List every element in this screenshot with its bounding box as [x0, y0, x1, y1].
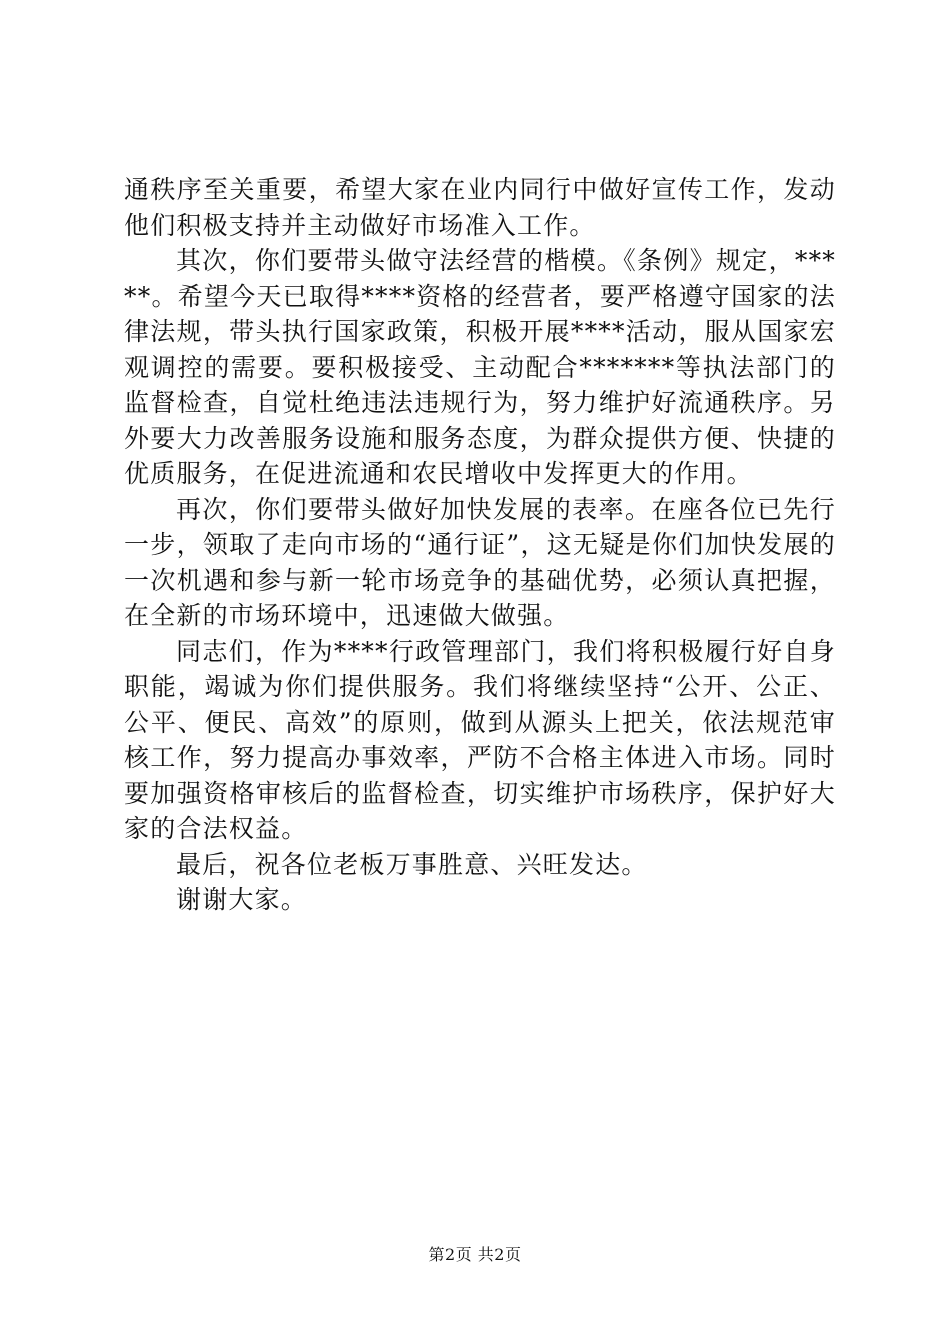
paragraph-thanks: 谢谢大家。 — [176, 885, 308, 914]
paragraph-finally: 最后，祝各位老板万事胜意、兴旺发达。 — [176, 849, 648, 879]
document-body — [124, 172, 836, 918]
paragraph-continuation: 通秩序至关重要，希望大家在业内同行中做好宣传工作，发动他们积极支持并主动做好市场准入工作。 — [124, 175, 836, 240]
paragraph-thirdly: 再次，你们要带头做好加快发展的表率。在座各位已先行一步，领取了走向市场的“通行证”，这无疑是你们加快发展的一次机遇和参与新一轮市场竞争的基础优势，必须认真把握，在全新的市场环境中，迅速做大做强。 — [124, 494, 836, 630]
page-footer: 第2页 共2页 — [428, 1245, 522, 1264]
paragraph-secondly: 其次，你们要带头做守法经营的楷模。《条例》规定，*****。希望今天已取得****资格的经营者，要严格遵守国家的法律法规，带头执行国家政策，积极开展****活动，服从国家宏观调控的需要。要积极接受、主动配合*******等执法部门的监督检查，自觉杜绝违法违规行为，努力维护好流通秩序。另外要大力改善服务设施和服务态度，为群众提供方便、快捷的优质服务，在促进流通和农民增收中发挥更大的作用。 — [124, 246, 836, 488]
paragraph-comrades: 同志们，作为****行政管理部门，我们将积极履行好自身职能，竭诚为你们提供服务。我们将继续坚持“公开、公正、公平、便民、高效”的原则，做到从源头上把关，依法规范审核工作，努力提高办事效率，严防不合格主体进入市场。同时要加强资格审核后的监督检查，切实维护市场秩序，保护好大家的合法权益。 — [124, 636, 836, 843]
